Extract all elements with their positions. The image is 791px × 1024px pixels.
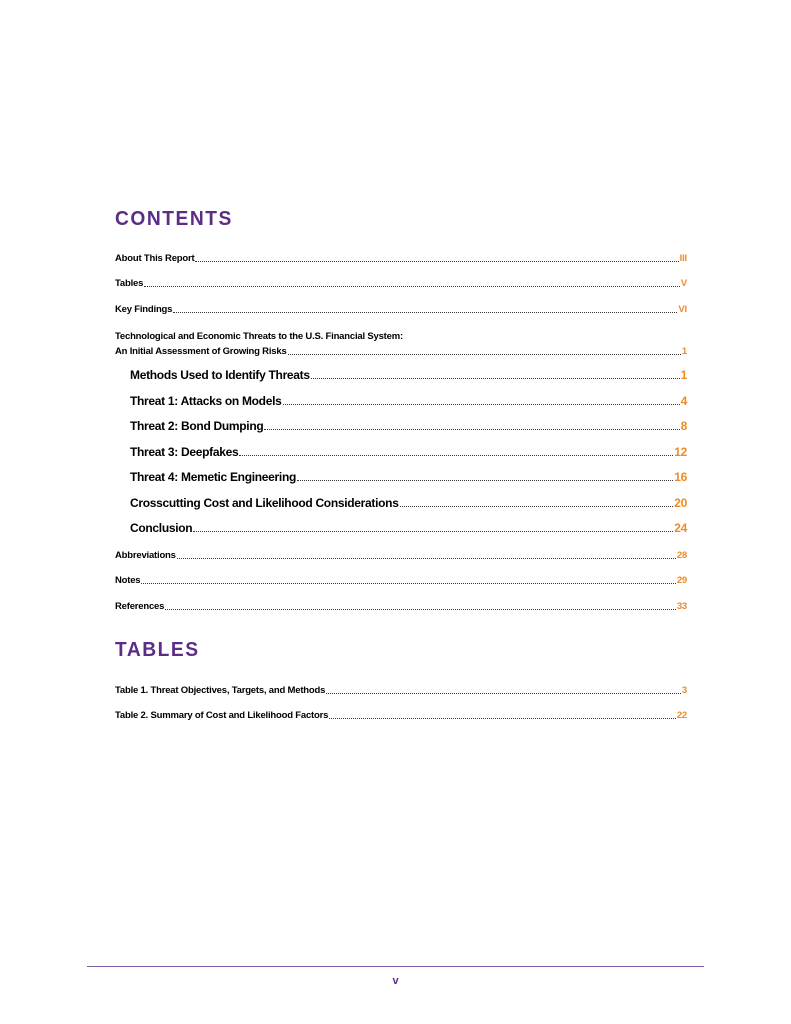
toc-item-title-line1: Technological and Economic Threats to the U.S. Financial System: xyxy=(115,330,403,342)
toc-item-title: Notes xyxy=(115,575,141,586)
toc-item-title: References xyxy=(115,600,165,612)
toc-item-page-number: III xyxy=(679,252,687,264)
contents-heading: CONTENTS xyxy=(115,208,233,230)
toc-item-abbreviations[interactable] xyxy=(115,535,687,561)
toc-item-page-number: 20 xyxy=(674,495,687,510)
toc-item-key-findings[interactable] xyxy=(115,289,687,315)
toc-item-page-number: 29 xyxy=(676,575,687,586)
toc-item-about-this-report[interactable] xyxy=(115,238,687,264)
toc-item-title: Conclusion xyxy=(130,521,193,535)
toc-item-title: Crosscutting Cost and Likelihood Considerations xyxy=(130,495,399,510)
dot-leader xyxy=(165,599,676,610)
toc-item-title: An Initial Assessment of Growing Risks xyxy=(115,345,287,357)
toc-item-title: Tables xyxy=(115,278,144,289)
dot-leader xyxy=(326,683,681,694)
toc-item-title: Methods Used to Identify Threats xyxy=(130,368,310,382)
toc-item-title: Table 1. Threat Objectives, Targets, and Methods xyxy=(115,684,326,696)
dot-leader xyxy=(400,494,674,507)
toc-item-table-2[interactable] xyxy=(115,696,687,722)
toc-item-title: Threat 2: Bond Dumping xyxy=(130,419,264,433)
toc-item-page-number: 22 xyxy=(676,710,687,721)
footer-page-number: v xyxy=(392,975,399,987)
dot-leader xyxy=(297,468,673,481)
toc-item-main-report[interactable] xyxy=(115,315,687,357)
dot-leader xyxy=(329,709,676,720)
tables-heading: TABLES xyxy=(115,639,200,661)
dot-leader xyxy=(264,417,679,430)
toc-item-page-number: 1 xyxy=(680,368,687,382)
dot-leader xyxy=(144,277,680,288)
toc-item-conclusion[interactable] xyxy=(115,510,687,536)
toc-item-threat-4[interactable] xyxy=(115,459,687,485)
dot-leader xyxy=(173,302,677,313)
toc-item-crosscutting[interactable] xyxy=(115,484,687,510)
toc-item-title: Threat 3: Deepfakes xyxy=(130,444,239,459)
dot-leader xyxy=(283,392,680,405)
toc-item-page-number: 12 xyxy=(674,444,687,459)
toc-item-page-number: VI xyxy=(678,303,687,315)
dot-leader xyxy=(239,443,673,456)
toc-item-page-number: 24 xyxy=(674,521,687,535)
toc-item-title: About This Report xyxy=(115,252,195,264)
dot-leader xyxy=(311,366,680,379)
dot-leader xyxy=(195,251,678,262)
toc-item-page-number: 3 xyxy=(681,684,687,696)
toc-item-notes[interactable] xyxy=(115,561,687,587)
dot-leader xyxy=(193,519,673,532)
toc-item-page-number: 16 xyxy=(674,470,687,484)
dot-leader xyxy=(141,574,675,585)
toc-item-methods[interactable] xyxy=(115,357,687,383)
toc-item-page-number: 1 xyxy=(681,345,687,357)
contents-list xyxy=(115,238,687,612)
toc-item-title: Threat 1: Attacks on Models xyxy=(130,393,282,408)
toc-item-threat-1[interactable] xyxy=(115,382,687,408)
footer-divider xyxy=(87,966,704,967)
dot-leader xyxy=(288,344,681,355)
tables-list xyxy=(115,670,687,721)
toc-item-title: Table 2. Summary of Cost and Likelihood Factors xyxy=(115,710,329,721)
dot-leader xyxy=(177,548,676,559)
toc-item-title: Abbreviations xyxy=(115,549,176,561)
toc-item-page-number: 33 xyxy=(676,600,687,612)
toc-item-tables[interactable] xyxy=(115,264,687,290)
toc-item-threat-2[interactable] xyxy=(115,408,687,434)
toc-item-title-line2-row xyxy=(115,346,687,357)
toc-item-title: Key Findings xyxy=(115,303,173,315)
toc-item-title: Threat 4: Memetic Engineering xyxy=(130,470,297,484)
toc-item-page-number: 4 xyxy=(680,393,687,408)
toc-item-page-number: 28 xyxy=(676,549,687,561)
toc-item-page-number: 8 xyxy=(680,419,687,433)
toc-item-page-number: V xyxy=(680,278,687,289)
toc-item-table-1[interactable] xyxy=(115,670,687,696)
toc-item-threat-3[interactable] xyxy=(115,433,687,459)
toc-item-references[interactable] xyxy=(115,586,687,612)
